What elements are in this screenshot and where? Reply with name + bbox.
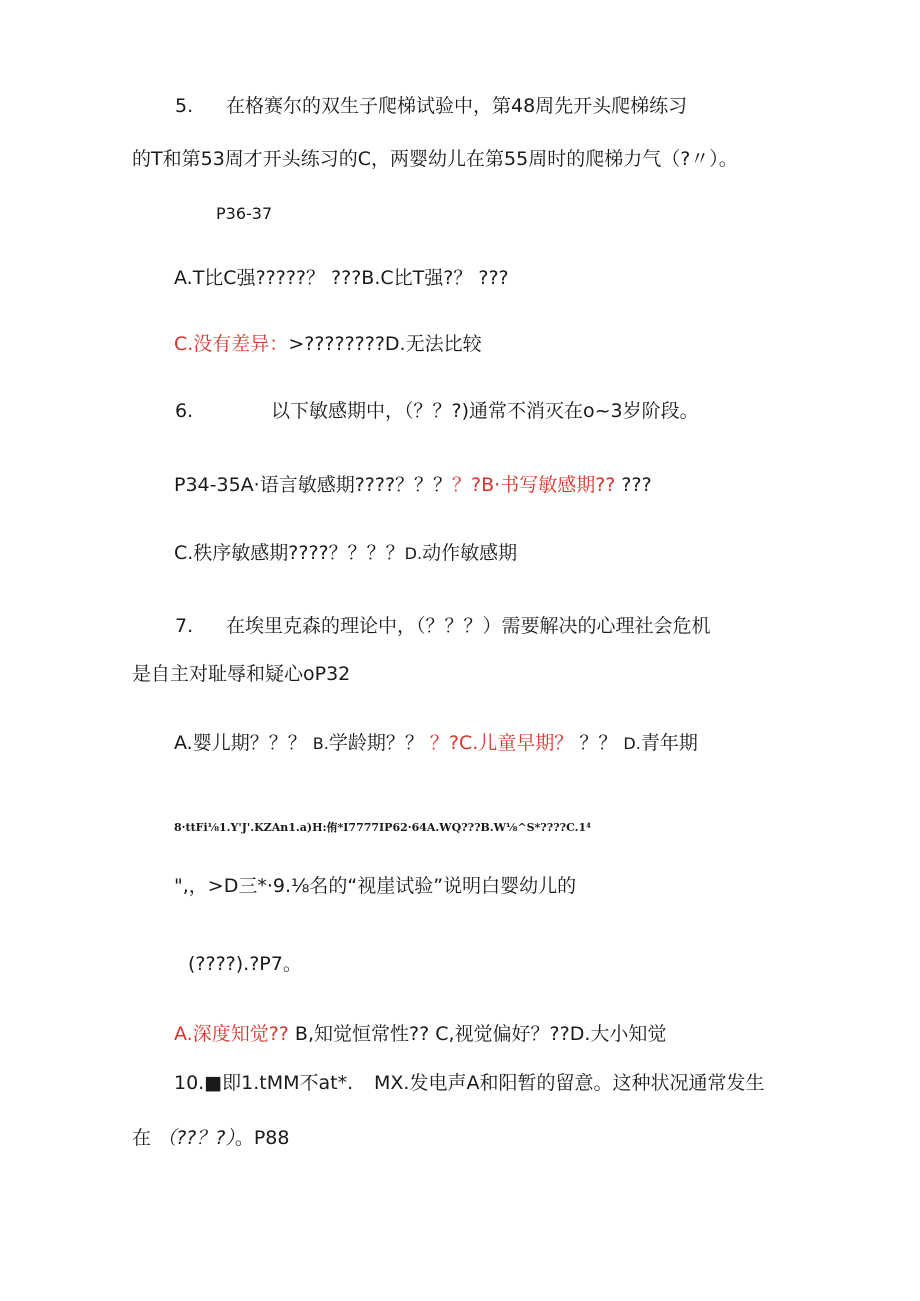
q10-stem-line2: [132, 1125, 289, 1151]
q7-stem-line1: 在埃里克森的理论中，（？？？）需要解决的心理社会危机: [226, 615, 711, 637]
q7-option-b: 学龄期？？: [328, 732, 424, 754]
q6-answer-b: ？?B·书写敏感期??: [452, 474, 616, 496]
q6-number: 6.: [175, 400, 194, 422]
q5-number: 5.: [175, 95, 194, 117]
q7-option-d-label: D.: [623, 734, 641, 753]
q5-answer-c: C.没有差异：: [174, 333, 289, 355]
q9-stem-line2: (????).?P7。: [188, 953, 302, 975]
q7-options: [174, 730, 698, 757]
q10-blank: （??？?）: [157, 1127, 235, 1149]
q6-option-b-tail: ???: [615, 474, 652, 496]
q5-options-ab: A.T比C强?????？ ???B.C比T强?？ ???: [174, 267, 509, 289]
q7-option-b-label: B.: [312, 734, 329, 753]
q7-number: 7.: [175, 615, 194, 637]
q7-option-d: 青年期: [640, 732, 698, 754]
q7-option-c-tail: ？？: [579, 732, 618, 754]
q6-option-d-label: D.: [404, 544, 423, 563]
q6-option-c: C.秩序敏感期????？？？？: [174, 542, 405, 564]
q9-stem-line1: ",，>D三*·9.⅛名的“视崖试验”说明白婴幼儿的: [174, 875, 577, 897]
q6-stem: 以下敏感期中，（？？?)通常不消灭在o~3岁阶段。: [271, 400, 699, 422]
q10-stem-line1-end: MX.发电声A和阳暂的留意。这种状况通常发生: [374, 1072, 765, 1094]
q5-option-d: >????????D.无法比较: [288, 333, 482, 355]
q7-answer-c: ？?C.儿童早期？: [429, 732, 574, 754]
q10-stem-line1-start: 10.■即1.tMM不at*.: [174, 1072, 354, 1094]
q5-page-ref: P36-37: [216, 204, 273, 223]
q9-option-cd: C,视觉偏好？??D.大小知觉: [435, 1023, 667, 1045]
q5-options-cd: [174, 331, 482, 357]
q6-options-cd: [174, 540, 517, 567]
q6-options-ab: [174, 472, 652, 498]
q9-option-b: B,知觉恒常性??: [294, 1023, 430, 1045]
q8-garbled-line: 8·ttFi⅛1.Y'J'.KZAn1.a)H:侑*I7777IP62·64A.WQ???B.W⅛^S*????C.1⁴: [174, 821, 591, 834]
q10-prefix: 在: [132, 1127, 152, 1149]
q5-stem-line1: 在格赛尔的双生子爬梯试验中，第48周先开头爬梯练习: [226, 95, 688, 117]
q6-option-a: P34-35A·语言敏感期????？？？: [174, 474, 453, 496]
q7-option-a: A.婴儿期？？？: [174, 732, 307, 754]
q7-stem-line2: 是自主对耻辱和疑心oP32: [132, 663, 351, 685]
q5-stem-line2: 的T和第53周才开头练习的C，两婴幼儿在第55周时的爬梯力气（?〃）。: [132, 148, 738, 170]
q6-option-d: 动作敏感期: [422, 542, 518, 564]
q10-page-ref: 。P88: [234, 1127, 290, 1149]
q9-answer-a: A.深度知觉??: [174, 1023, 289, 1045]
q9-options: [174, 1021, 666, 1047]
